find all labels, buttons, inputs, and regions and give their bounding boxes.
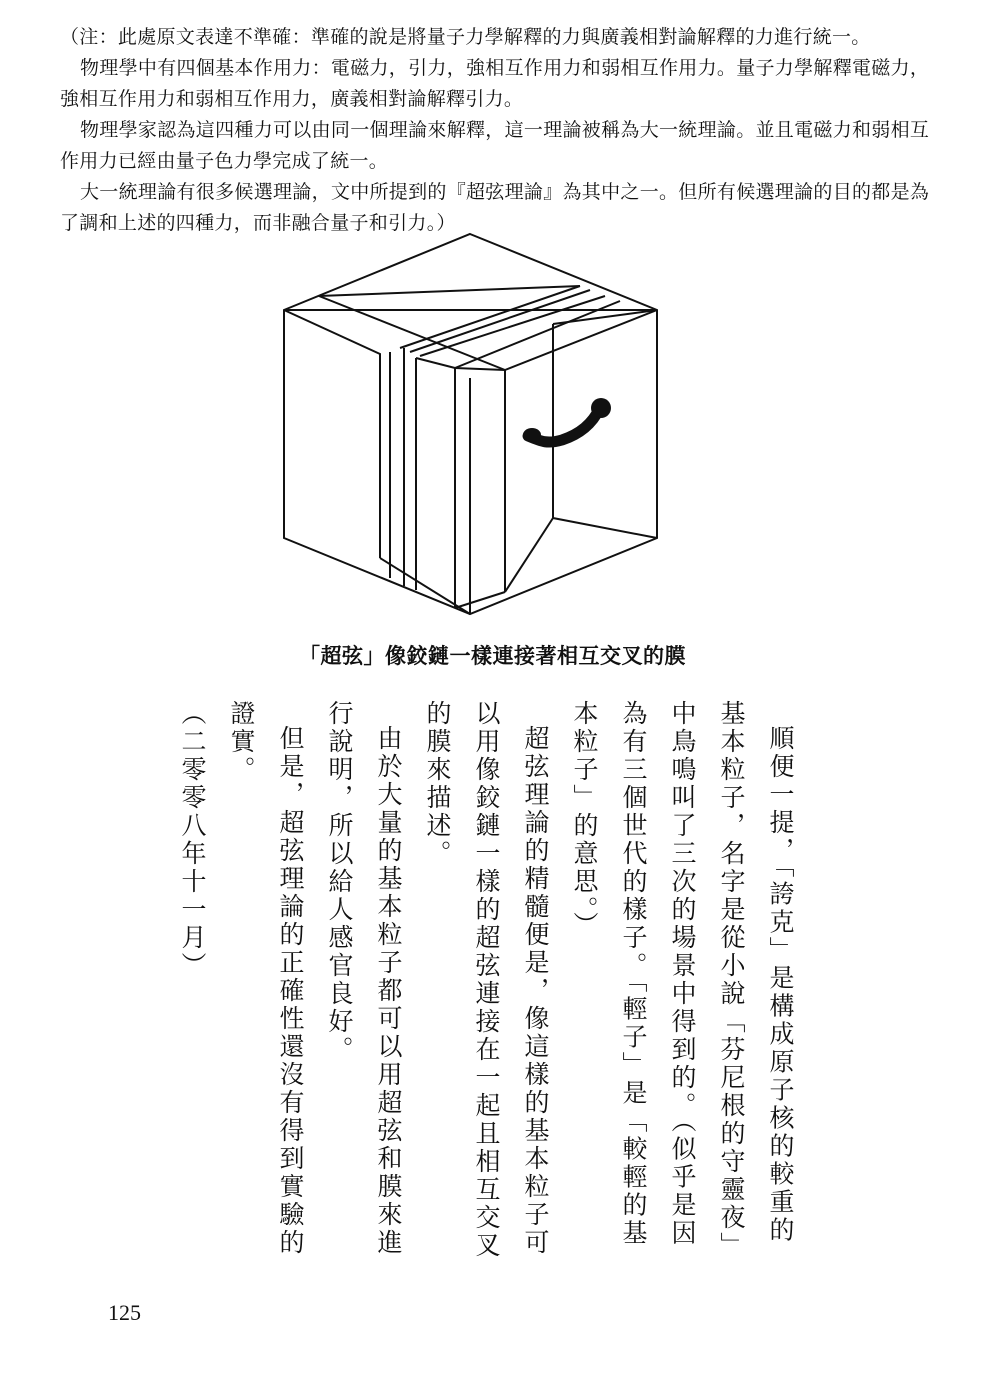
cube-drawing	[280, 228, 665, 623]
page-number: 125	[108, 1300, 141, 1325]
note-line-1: （注：此處原文表達不準確：準確的說是將量子力學解釋的力與廣義相對論解釋的力進行統一。	[60, 26, 871, 48]
left-panel-base	[380, 558, 470, 614]
body-paragraph-4: 但是，超弦理論的正確性還沒有得到實驗的證實。	[227, 700, 305, 1257]
membrane-cube-illustration	[280, 228, 665, 623]
superstring-start-blob	[523, 428, 541, 442]
top-rail-8	[505, 310, 657, 370]
note-line-2: 物理學中有四個基本作用力：電磁力，引力，強相互作用力和弱相互作用力。量子力學解釋電磁力，強相互作用力和弱相互作用力，廣義相對論解釋引力。	[60, 57, 930, 110]
right-panel-base	[505, 518, 553, 592]
body-paragraph-3: 由於大量的基本粒子都可以用超弦和膜來進行說明，所以給人感官良好。	[325, 700, 403, 1257]
right-panel	[553, 324, 657, 538]
membrane-5-base	[455, 592, 505, 608]
note-line-3: 物理學家認為這四種力可以由同一個理論來解釋，這一理論被稱為大一統理論。並且電磁力和弱相互作用力已經由量子色力學完成了統一。	[60, 119, 930, 172]
top-rail-5	[410, 290, 590, 352]
note-line-4: 大一統理論有很多候選理論，文中所提到的『超弦理論』為其中之一。但所有候選理論的目的都是為了調和上述的四種力，而非融合量子和引力。）	[60, 181, 930, 234]
top-rail-2	[319, 286, 580, 296]
body-paragraph-2: 超弦理論的精髓便是，像這樣的基本粒子可以用像鉸鏈一樣的超弦連接在一起且相互交叉的膜來描述。	[423, 700, 550, 1260]
figure-caption: 「超弦」像鉸鏈一樣連接著相互交叉的膜	[299, 644, 686, 668]
date-line: （二零零八年十一月）	[178, 700, 207, 980]
footnote-block	[60, 22, 940, 239]
superstring-end-dot	[591, 398, 611, 418]
vertical-body-text	[168, 700, 805, 1260]
left-panel	[284, 310, 380, 558]
body-paragraph-1: 順便一提，「誇克」是構成原子核的較重的基本粒子，名字是從小說「芬尼根的守靈夜」中鳥鳴叫了三次的場景中得到的。（似乎是因為有三個世代的樣子。「輕子」是「較輕的基本粒子」的意思。）	[570, 700, 795, 1260]
top-rail-6	[420, 296, 605, 356]
